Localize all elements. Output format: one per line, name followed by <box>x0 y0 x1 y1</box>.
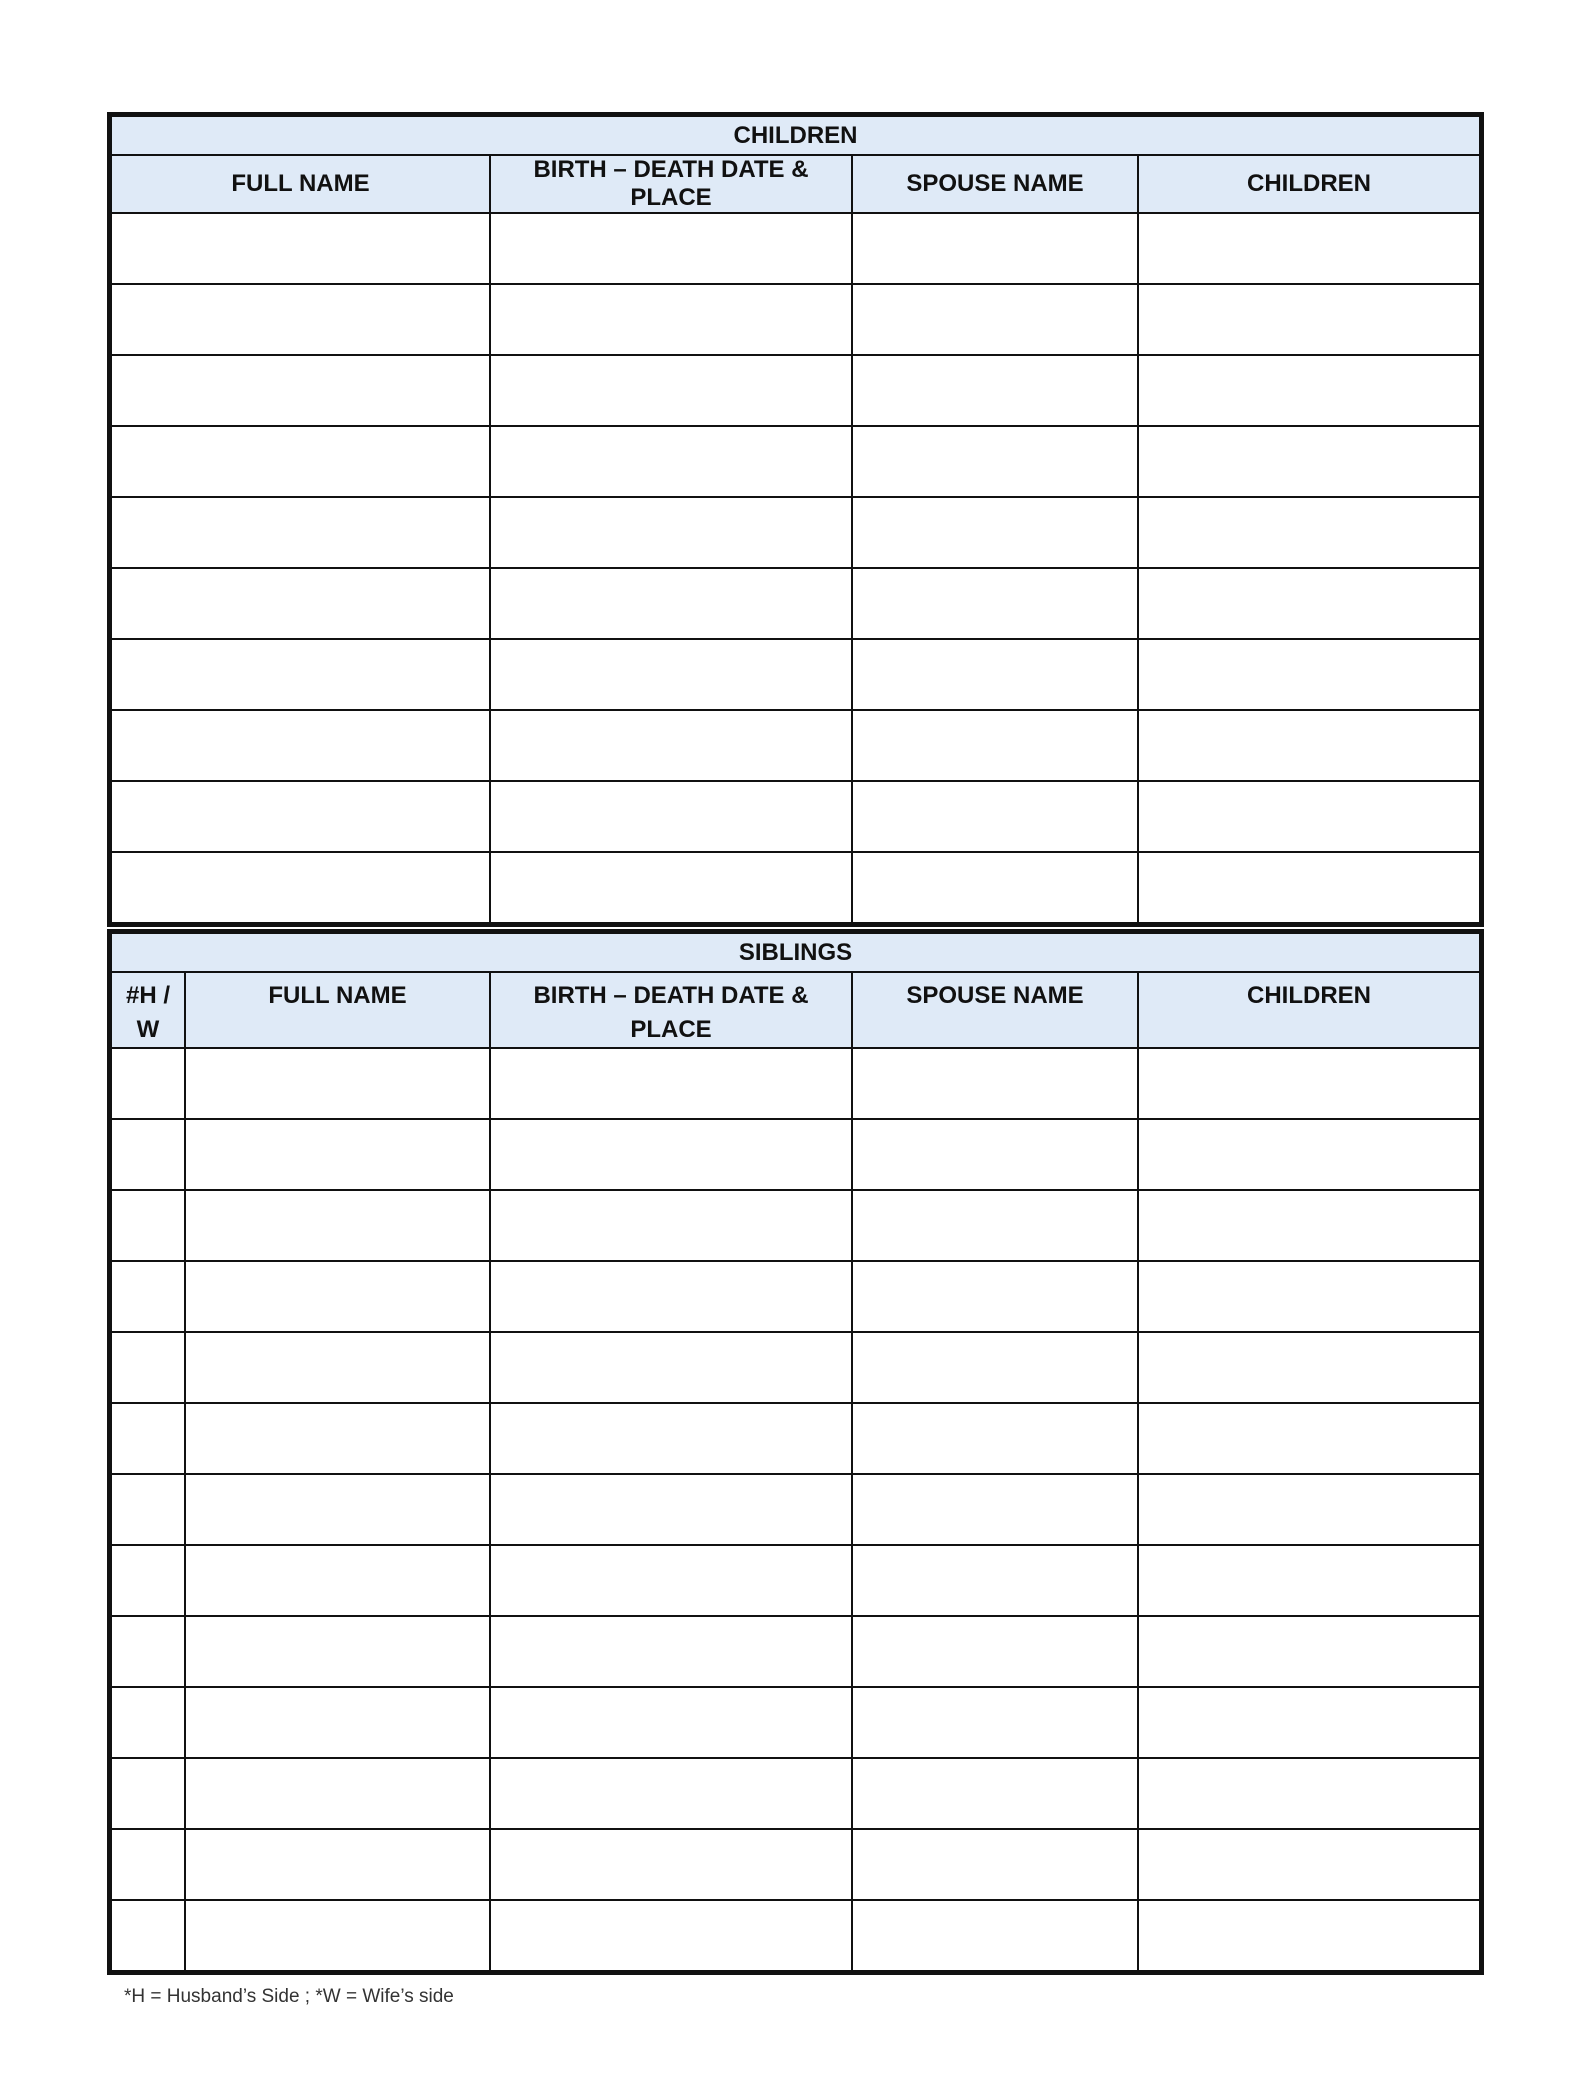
children-row <box>111 213 1480 284</box>
children-entry-cell[interactable] <box>490 568 852 639</box>
children-entry-cell[interactable] <box>1138 355 1480 426</box>
children-entry-cell[interactable] <box>490 639 852 710</box>
siblings-row <box>111 1545 1480 1616</box>
children-entry-cell[interactable] <box>1138 781 1480 852</box>
siblings-entry-cell[interactable] <box>1138 1829 1480 1900</box>
children-entry-cell[interactable] <box>111 284 490 355</box>
children-entry-cell[interactable] <box>852 497 1138 568</box>
children-entry-cell[interactable] <box>490 426 852 497</box>
siblings-entry-cell[interactable] <box>852 1474 1138 1545</box>
siblings-entry-cell[interactable] <box>852 1048 1138 1119</box>
children-table-title: CHILDREN <box>111 116 1480 155</box>
children-entry-cell[interactable] <box>852 639 1138 710</box>
siblings-entry-cell[interactable] <box>490 1332 852 1403</box>
children-entry-cell[interactable] <box>111 568 490 639</box>
siblings-entry-cell[interactable] <box>1138 1687 1480 1758</box>
children-entry-cell[interactable] <box>1138 426 1480 497</box>
children-entry-cell[interactable] <box>490 781 852 852</box>
siblings-row <box>111 1048 1480 1119</box>
siblings-entry-cell[interactable] <box>490 1545 852 1616</box>
siblings-entry-cell[interactable] <box>852 1900 1138 1971</box>
children-entry-cell[interactable] <box>111 639 490 710</box>
children-table <box>110 115 1481 924</box>
children-header-full-name: FULL NAME <box>111 155 490 213</box>
siblings-row <box>111 1687 1480 1758</box>
children-entry-cell[interactable] <box>490 497 852 568</box>
siblings-entry-cell[interactable] <box>111 1119 185 1190</box>
siblings-entry-cell[interactable] <box>1138 1403 1480 1474</box>
siblings-entry-cell[interactable] <box>111 1403 185 1474</box>
footnote: *H = Husband’s Side ; *W = Wife’s side <box>124 1986 454 2007</box>
siblings-header-side: #H / W <box>111 972 185 1048</box>
siblings-entry-cell[interactable] <box>111 1687 185 1758</box>
children-entry-cell[interactable] <box>111 781 490 852</box>
siblings-entry-cell[interactable] <box>1138 1900 1480 1971</box>
siblings-entry-cell[interactable] <box>111 1190 185 1261</box>
siblings-entry-cell[interactable] <box>852 1332 1138 1403</box>
siblings-row <box>111 1758 1480 1829</box>
siblings-entry-cell[interactable] <box>111 1829 185 1900</box>
children-header-birth-death: BIRTH – DEATH DATE & PLACE <box>490 155 852 213</box>
siblings-entry-cell[interactable] <box>111 1474 185 1545</box>
children-table-body <box>111 213 1480 923</box>
siblings-entry-cell[interactable] <box>111 1758 185 1829</box>
siblings-entry-cell[interactable] <box>1138 1616 1480 1687</box>
children-row <box>111 497 1480 568</box>
siblings-entry-cell[interactable] <box>185 1332 490 1403</box>
siblings-entry-cell[interactable] <box>185 1048 490 1119</box>
children-row <box>111 639 1480 710</box>
siblings-entry-cell[interactable] <box>852 1119 1138 1190</box>
children-row <box>111 710 1480 781</box>
siblings-entry-cell[interactable] <box>1138 1545 1480 1616</box>
siblings-header-birth-death: BIRTH – DEATH DATE & PLACE <box>490 972 852 1048</box>
children-entry-cell[interactable] <box>111 213 490 284</box>
siblings-entry-cell[interactable] <box>1138 1332 1480 1403</box>
siblings-entry-cell[interactable] <box>490 1048 852 1119</box>
siblings-entry-cell[interactable] <box>185 1616 490 1687</box>
siblings-entry-cell[interactable] <box>1138 1119 1480 1190</box>
children-entry-cell[interactable] <box>1138 284 1480 355</box>
siblings-entry-cell[interactable] <box>490 1190 852 1261</box>
children-header-spouse-name: SPOUSE NAME <box>852 155 1138 213</box>
siblings-row <box>111 1900 1480 1971</box>
siblings-entry-cell[interactable] <box>1138 1190 1480 1261</box>
siblings-entry-cell[interactable] <box>185 1403 490 1474</box>
siblings-table-title: SIBLINGS <box>111 933 1480 972</box>
children-header-children: CHILDREN <box>1138 155 1480 213</box>
children-row <box>111 426 1480 497</box>
children-entry-cell[interactable] <box>1138 497 1480 568</box>
children-entry-cell[interactable] <box>852 710 1138 781</box>
children-row <box>111 852 1480 923</box>
children-entry-cell[interactable] <box>852 852 1138 923</box>
siblings-entry-cell[interactable] <box>852 1687 1138 1758</box>
siblings-entry-cell[interactable] <box>185 1687 490 1758</box>
siblings-entry-cell[interactable] <box>490 1758 852 1829</box>
siblings-row <box>111 1403 1480 1474</box>
children-entry-cell[interactable] <box>490 213 852 284</box>
siblings-entry-cell[interactable] <box>111 1900 185 1971</box>
children-row <box>111 284 1480 355</box>
siblings-entry-cell[interactable] <box>490 1900 852 1971</box>
siblings-entry-cell[interactable] <box>490 1119 852 1190</box>
children-entry-cell[interactable] <box>852 568 1138 639</box>
siblings-table <box>110 932 1481 1972</box>
siblings-entry-cell[interactable] <box>852 1616 1138 1687</box>
children-row <box>111 781 1480 852</box>
siblings-header-full-name: FULL NAME <box>185 972 490 1048</box>
children-entry-cell[interactable] <box>852 213 1138 284</box>
siblings-entry-cell[interactable] <box>1138 1758 1480 1829</box>
siblings-row <box>111 1616 1480 1687</box>
siblings-entry-cell[interactable] <box>185 1474 490 1545</box>
siblings-entry-cell[interactable] <box>852 1190 1138 1261</box>
siblings-row <box>111 1119 1480 1190</box>
siblings-row <box>111 1332 1480 1403</box>
siblings-row <box>111 1829 1480 1900</box>
children-entry-cell[interactable] <box>111 852 490 923</box>
siblings-entry-cell[interactable] <box>490 1687 852 1758</box>
children-entry-cell[interactable] <box>1138 710 1480 781</box>
siblings-entry-cell[interactable] <box>490 1403 852 1474</box>
siblings-entry-cell[interactable] <box>185 1829 490 1900</box>
siblings-entry-cell[interactable] <box>185 1758 490 1829</box>
siblings-entry-cell[interactable] <box>185 1119 490 1190</box>
siblings-entry-cell[interactable] <box>111 1616 185 1687</box>
siblings-entry-cell[interactable] <box>185 1545 490 1616</box>
siblings-header-children: CHILDREN <box>1138 972 1480 1048</box>
siblings-entry-cell[interactable] <box>490 1261 852 1332</box>
siblings-entry-cell[interactable] <box>185 1900 490 1971</box>
children-entry-cell[interactable] <box>1138 639 1480 710</box>
children-entry-cell[interactable] <box>490 355 852 426</box>
children-entry-cell[interactable] <box>111 426 490 497</box>
children-entry-cell[interactable] <box>1138 213 1480 284</box>
children-entry-cell[interactable] <box>490 284 852 355</box>
siblings-row <box>111 1261 1480 1332</box>
siblings-table-body <box>111 1048 1480 1971</box>
siblings-entry-cell[interactable] <box>490 1474 852 1545</box>
siblings-header-spouse-name: SPOUSE NAME <box>852 972 1138 1048</box>
children-row <box>111 355 1480 426</box>
children-entry-cell[interactable] <box>852 426 1138 497</box>
children-entry-cell[interactable] <box>852 781 1138 852</box>
siblings-entry-cell[interactable] <box>852 1403 1138 1474</box>
siblings-row <box>111 1474 1480 1545</box>
children-entry-cell[interactable] <box>1138 852 1480 923</box>
children-entry-cell[interactable] <box>852 284 1138 355</box>
siblings-entry-cell[interactable] <box>852 1829 1138 1900</box>
children-entry-cell[interactable] <box>852 355 1138 426</box>
siblings-entry-cell[interactable] <box>185 1261 490 1332</box>
siblings-entry-cell[interactable] <box>852 1261 1138 1332</box>
siblings-row <box>111 1190 1480 1261</box>
children-entry-cell[interactable] <box>111 355 490 426</box>
siblings-entry-cell[interactable] <box>490 1829 852 1900</box>
siblings-entry-cell[interactable] <box>111 1048 185 1119</box>
siblings-entry-cell[interactable] <box>1138 1474 1480 1545</box>
siblings-entry-cell[interactable] <box>490 1616 852 1687</box>
siblings-entry-cell[interactable] <box>852 1545 1138 1616</box>
children-entry-cell[interactable] <box>111 710 490 781</box>
siblings-entry-cell[interactable] <box>1138 1261 1480 1332</box>
children-row <box>111 568 1480 639</box>
siblings-entry-cell[interactable] <box>185 1190 490 1261</box>
siblings-entry-cell[interactable] <box>111 1261 185 1332</box>
children-entry-cell[interactable] <box>490 710 852 781</box>
siblings-entry-cell[interactable] <box>111 1545 185 1616</box>
siblings-entry-cell[interactable] <box>1138 1048 1480 1119</box>
siblings-entry-cell[interactable] <box>111 1332 185 1403</box>
children-entry-cell[interactable] <box>490 852 852 923</box>
children-entry-cell[interactable] <box>111 497 490 568</box>
children-entry-cell[interactable] <box>1138 568 1480 639</box>
siblings-entry-cell[interactable] <box>852 1758 1138 1829</box>
